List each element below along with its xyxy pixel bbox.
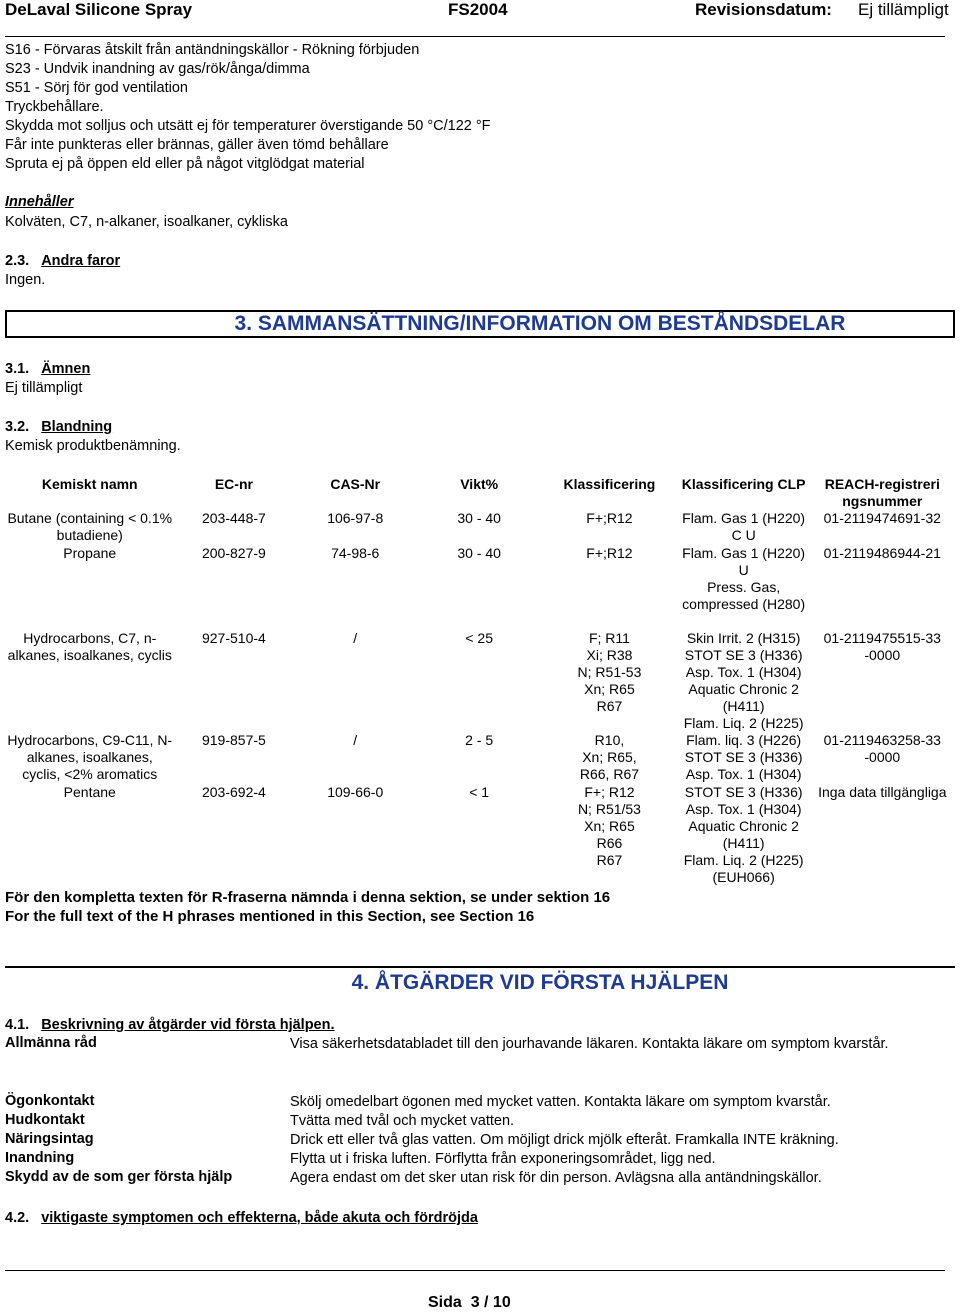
cell-clp: Flam. Gas 1 (H220) C U — [682, 510, 806, 543]
subsection-title: Blandning — [41, 419, 113, 435]
text-line: S51 - Sörj för god ventilation — [5, 80, 188, 96]
text-line: S23 - Undvik inandning av gas/rök/ånga/dimma — [5, 61, 310, 77]
revision-label: Revisionsdatum: — [695, 0, 832, 19]
cell-reach: 01-2119463258-33 -0000 — [823, 732, 941, 765]
table-row — [5, 732, 955, 784]
subsection-title: Ämnen — [41, 361, 91, 377]
cell-ec-number: 200-827-9 — [201, 545, 266, 561]
section-4-heading: 4. ÅTGÄRDER VID FÖRSTA HJÄLPEN — [5, 966, 955, 996]
eye-contact-text: Skölj omedelbart ögonen med mycket vatten. Kontakta läkare om symptom kvarstår. — [290, 1094, 831, 1110]
inhalation-label: Inandning — [5, 1150, 75, 1166]
header-divider — [5, 36, 945, 37]
cell-weight-percent: 2 - 5 — [465, 732, 494, 748]
cell-classification: F+;R12 — [586, 510, 633, 526]
cell-clp: STOT SE 3 (H336) Asp. Tox. 1 (H304) Aquatic Chronic 2 (H411) Flam. Liq. 2 (H225) (EUH066) — [683, 784, 804, 885]
ingestion-label: Näringsintag — [5, 1131, 94, 1147]
cell-weight-percent: 30 - 40 — [457, 545, 501, 561]
text-line: Får inte punkteras eller brännas, gäller även tömd behållare — [5, 137, 389, 153]
cell-chemical-name: Hydrocarbons, C7, n-alkanes, isoalkanes, cyclis — [7, 630, 172, 663]
cell-cas-number: 109-66-0 — [327, 784, 384, 800]
general-advice-text: Visa säkerhetsdatabladet till den jourhavande läkaren. Kontakta läkare om symptom kvarstår. — [290, 1036, 889, 1052]
page-indicator — [428, 1294, 511, 1312]
page-label: Sida — [428, 1294, 462, 1311]
cell-chemical-name: Hydrocarbons, C9-C11, N-alkanes, isoalkanes, cyclis, <2% aromatics — [7, 732, 173, 782]
cell-classification: R10, Xn; R65, R66, R67 — [579, 732, 640, 782]
column-header: Kemiskt namn — [41, 476, 138, 492]
contains-text: Kolväten, C7, n-alkaner, isoalkaner, cykliska — [5, 214, 288, 230]
text-line: S16 - Förvaras åtskilt från antändningskällor - Rökning förbjuden — [5, 42, 420, 58]
cell-ec-number: 927-510-4 — [201, 630, 266, 646]
subsection-title: viktigaste symptomen och effekterna, både akuta och fördröjda — [41, 1210, 478, 1226]
table-row — [5, 545, 955, 630]
first-aider-protection-text: Agera endast om det sker utan risk för din person. Avlägsna alla antändningskällor. — [290, 1170, 822, 1186]
cell-weight-percent: < 1 — [469, 784, 490, 800]
subsection-number: 3.2. — [5, 419, 30, 435]
subsection-number: 2.3. — [5, 253, 30, 269]
contains-label: Innehåller — [5, 194, 74, 210]
note-r-phrases: För den kompletta texten för R-fraserna nämnda i denna sektion, se under sektion 16 — [5, 889, 611, 906]
ingestion-text: Drick ett eller två glas vatten. Om möjligt drick mjölk efteråt. Framkalla INTE kräkning. — [290, 1132, 839, 1148]
note-h-phrases: For the full text of the H phrases mentioned in this Section, see Section 16 — [5, 908, 535, 925]
table-header-row — [5, 474, 955, 510]
subsection-number: 4.1. — [5, 1017, 30, 1033]
composition-table — [5, 474, 955, 886]
text-line: Tryckbehållare. — [5, 99, 104, 115]
skin-contact-text: Tvätta med tvål och mycket vatten. — [290, 1113, 515, 1129]
cell-cas-number: 106-97-8 — [327, 510, 384, 526]
subsection-text: Kemisk produktbenämning. — [5, 438, 181, 454]
cell-weight-percent: < 25 — [465, 630, 493, 646]
cell-reach: 01-2119475515-33 -0000 — [823, 630, 941, 663]
section-3-heading: 3. SAMMANSÄTTNING/INFORMATION OM BESTÅNDSDELAR — [5, 310, 955, 338]
cell-cas-number: / — [353, 732, 358, 748]
cell-classification: F; R11 Xi; R38 N; R51-53 Xn; R65 R67 — [577, 630, 642, 714]
subsection-4-1 — [5, 1016, 349, 1034]
cell-cas-number: 74-98-6 — [331, 545, 380, 561]
column-header: Klassificering CLP — [681, 476, 806, 492]
general-advice-label: Allmänna råd — [5, 1035, 97, 1051]
cell-clp: Flam. liq. 3 (H226) STOT SE 3 (H336) Asp. Tox. 1 (H304) — [684, 732, 803, 782]
cell-clp: Skin Irrit. 2 (H315) STOT SE 3 (H336) Asp. Tox. 1 (H304) Aquatic Chronic 2 (H411) Flam. Liq. 2 (H225) — [683, 630, 804, 731]
cell-cas-number: / — [353, 630, 358, 646]
cell-weight-percent: 30 - 40 — [457, 510, 501, 526]
cell-ec-number: 919-857-5 — [201, 732, 266, 748]
column-header: REACH-registreri ngsnummer — [824, 476, 940, 509]
page-number: 3 / 10 — [470, 1294, 511, 1311]
cell-reach: Inga data tillgängliga — [818, 784, 947, 800]
cell-chemical-name: Propane — [63, 545, 117, 561]
product-name: DeLaval Silicone Spray — [5, 0, 193, 19]
column-header: EC-nr — [214, 476, 253, 492]
subsection-2-3 — [5, 252, 134, 270]
table-row — [5, 630, 955, 732]
cell-ec-number: 203-448-7 — [201, 510, 266, 526]
table-row — [5, 510, 955, 545]
cell-chemical-name: Pentane — [63, 784, 116, 800]
footer-divider — [5, 1270, 945, 1271]
skin-contact-label: Hudkontakt — [5, 1112, 85, 1128]
cell-classification: F+; R12 N; R51/53 Xn; R65 R66 R67 — [577, 784, 641, 868]
inhalation-text: Flytta ut i friska luften. Förflytta från exponeringsområdet, ligg ned. — [290, 1151, 716, 1167]
subsection-text: Ingen. — [5, 272, 46, 288]
column-header: Klassificering — [563, 476, 656, 492]
text-line: Spruta ej på öppen eld eller på något vitglödgat material — [5, 156, 365, 172]
cell-reach: 01-2119486944-21 — [823, 545, 941, 561]
subsection-text: Ej tillämpligt — [5, 380, 83, 396]
column-header: CAS-Nr — [330, 476, 381, 492]
subsection-number: 3.1. — [5, 361, 30, 377]
subsection-number: 4.2. — [5, 1210, 30, 1226]
cell-clp: Flam. Gas 1 (H220) U Press. Gas, compressed (H280) — [682, 545, 806, 612]
text-line: Skydda mot solljus och utsätt ej för temperaturer överstigande 50 °C/122 °F — [5, 118, 491, 134]
cell-reach: 01-2119474691-32 — [823, 510, 941, 526]
cell-chemical-name: Butane (containing < 0.1% butadiene) — [7, 510, 173, 543]
eye-contact-label: Ögonkontakt — [5, 1093, 95, 1109]
subsection-title: Beskrivning av åtgärder vid första hjälpen. — [41, 1017, 335, 1033]
column-header: Vikt% — [460, 476, 499, 492]
subsection-3-1 — [5, 360, 104, 378]
revision-value: Ej tillämpligt — [858, 0, 949, 19]
cell-ec-number: 203-692-4 — [201, 784, 266, 800]
subsection-3-2 — [5, 418, 126, 436]
table-row — [5, 784, 955, 886]
product-code: FS2004 — [448, 0, 508, 19]
first-aider-protection-label: Skydd av de som ger första hjälp — [5, 1169, 233, 1185]
subsection-title: Andra faror — [41, 253, 121, 269]
subsection-4-2 — [5, 1209, 492, 1227]
cell-classification: F+;R12 — [586, 545, 633, 561]
